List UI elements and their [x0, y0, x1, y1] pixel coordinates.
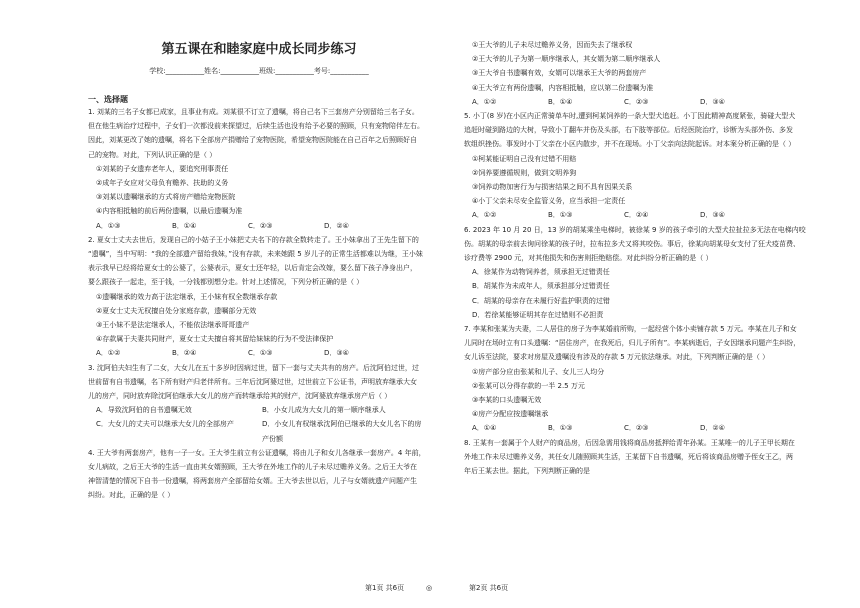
choice-statement: ③李某的口头遗嘱无效: [472, 396, 542, 405]
answer-option: B．①④: [548, 97, 573, 106]
choice-statement: ④小丁父亲未尽安全监管义务，应当承担一定责任: [472, 197, 626, 206]
question-text: 5. 小丁(8 岁)在小区内正常骑单车时,遭到柯某饲养的一条大型犬追赶。小丁因此精神高度紧张，骑碰大型犬: [464, 112, 796, 121]
question-text: 纠纷。对此，正确的是（ ）: [88, 491, 175, 500]
center-mark: ◎: [426, 584, 433, 592]
right-column: [464, 0, 808, 478]
choice-statement: D．若徐某能够证明其存在过错则不必担责: [472, 310, 604, 319]
section-heading: 一、选择题: [88, 95, 128, 104]
answer-option: A．①②: [96, 349, 121, 358]
answer-option: A．①④: [472, 424, 497, 433]
answer-options: [88, 403, 430, 417]
answer-option: D．②④: [700, 424, 725, 433]
choice-statement: ②张某可以分得存款的一半 2.5 万元: [472, 381, 585, 390]
question-text: 神智清楚的情况下自书一份遗嘱，将两套房产全部留给女婿。王大爷去世以后，儿子与女婿就遗产问题产生: [88, 477, 417, 486]
answer-option: C．②③: [248, 221, 273, 230]
answer-option: D．③④: [324, 349, 349, 358]
choice-statement: ③饲养动物加害行为与损害结果之间不具有因果关系: [472, 183, 633, 192]
answer-option: D．②④: [324, 221, 349, 230]
answer-option: C．②③: [624, 97, 649, 106]
answer-option: A．导致沈阿伯的自书遗嘱无效: [96, 406, 192, 415]
choice-statement: ①刘某的子女遗弃老年人，要追究刑事责任: [96, 164, 229, 173]
answer-option: C．②④: [624, 211, 649, 220]
answer-option: D．③④: [700, 97, 725, 106]
answer-option: A．①③: [96, 221, 121, 230]
right-column-body: [464, 38, 808, 478]
answer-option: B．②④: [172, 349, 197, 358]
question-text: 要么跟孩子一起走，至于钱，一分钱都别想分走。针对上述情况，下列分析正确的是（ ）: [88, 278, 364, 287]
choice-statement: ②夏女士丈夫无权擅自处分家庭存款，遗嘱部分无效: [96, 306, 257, 315]
choice-statement: ①遗嘱继承的效力高于法定继承，王小妹有权全数继承存款: [96, 292, 278, 301]
page-number-left: 第1页 共6页: [365, 584, 405, 592]
question-text: “遗嘱”，当中写明：“我的全部遗产留给我妹，”没有存款，未来她跟 5 岁儿子的正常生活都难以为继，王小妹: [88, 250, 423, 259]
question-text: 表示我早已经将给夏女士的公婆了，公婆表示，夏女士还年轻，以后肯定会改嫁，要么留下孩子净身出户，: [88, 264, 417, 273]
question-text: 儿同时在场时立有口头遗嘱：“居住房产，在我死后，归儿子所有”。李某病逝后，子女因继承问题产生纠纷，: [464, 339, 801, 348]
choice-statement: ①王大爷的儿子未尽过赡养义务，因而失去了继承权: [472, 41, 633, 49]
question-text: 女儿病故，之后王大爷的生活一直由其女婿照顾，王大爷在外地工作的儿子未尽过赡养义务。之后王大爷在: [88, 463, 417, 472]
answer-options: [88, 417, 430, 445]
answer-option: C．大女儿的丈夫可以继承大女儿的全部房产: [96, 420, 234, 429]
question-text: 4. 王大爷有两套房产，他有一子一女。王大爷生前立有公证遗嘱，将由儿子和女儿各继承一套房产。4 年前，: [88, 448, 426, 457]
question-text: 7. 李某和张某为夫妻，二人居住的房子为李某婚前所购，一起经营个体小卖铺存款 5 万元。李某在儿子和女: [464, 325, 797, 334]
choice-statement: ③王大爷自书遗嘱有效，女婿可以继承王大爷的两套房产: [472, 69, 647, 78]
answer-options: [88, 346, 430, 360]
question-text: 1. 刘某的三名子女都已成家，且事业有成。刘某很不订立了遗嘱，将自己名下三套房产分别留给三名子女。: [88, 108, 419, 116]
answer-option: B．①③: [548, 424, 573, 433]
question-text: 世前留有自书遗嘱，名下所有财产归老伴所有。三年后沈阿婆过世，过世前立下公证书，声明放弃继承大女: [88, 377, 417, 386]
choice-statement: ④王大爷立有两份遗嘱，内容相抵触，应以第二份遗嘱为准: [472, 83, 654, 92]
answer-options: [464, 421, 808, 435]
question-text: 追赶时碰到路边的大树，导致小丁翻车并伤及头部，右下肢等部位。后经医院治疗，诊断为头部外伤、多发: [464, 126, 793, 135]
answer-options: [464, 208, 808, 222]
choice-statement: ④内容相抵触的前后两份遗嘱，以最后遗嘱为准: [96, 207, 243, 216]
answer-option: D．小女儿有权继承沈阿伯已继承的大女儿名下的房产份额: [262, 420, 422, 443]
question-text: 因此，刘某更改了她的遗嘱，将名下全部房产捐赠给了宠物医院，希望宠物医院能在自己百年之后照顾好自: [88, 136, 417, 145]
answer-option: C．②③: [624, 424, 649, 433]
question-text: 己的宠物。对此，下列认识正确的是（ ）: [88, 150, 217, 159]
question-text: 3. 沈阿伯夫妇生有了二女，大女儿在五十多岁时因病过世，留下一套与丈夫共有的房产。后沈阿伯过世，过: [88, 363, 419, 372]
answer-option: B．①④: [172, 221, 197, 230]
choice-statement: C．胡某的母亲存在未履行好监护职责的过错: [472, 296, 610, 305]
question-text: 伤。胡某的母亲前去询问徐某的孩子时，拉布拉多犬又将其咬伤。事后，徐某向胡某母女支付了狂犬疫苗费、: [464, 239, 800, 248]
choice-statement: ③王小妹不是法定继承人，不能依法继承哥哥遗产: [96, 321, 250, 330]
question-text: 外地工作未尽过赡养义务，其任女儿随照顾其生活，王某留下自书遗嘱，死后将该商品房赠予侄女王乙，两: [464, 452, 793, 461]
answer-options: [464, 95, 808, 109]
answer-option: A．①②: [472, 97, 497, 106]
choice-statement: B．胡某作为未成年人，须承担部分过错责任: [472, 282, 610, 291]
question-text: 儿的房产，同时放弃除沈阿伯继承大女儿的房产而转继承给其的财产，沈阿婆放弃继承房产后（ ）: [88, 392, 392, 401]
question-text: 诊疗费等 2900 元，对其他损失和伤害则拒绝赔偿。对此纠纷分析正确的是（ ）: [464, 254, 713, 263]
question-text: 软组织挫伤。事发时小丁父亲在小区内散步，并不在现场。小丁父亲向法院起诉。对本案分析正确的是（ ）: [464, 140, 796, 149]
choice-statement: ①房产部分应由张某和儿子、女儿三人均分: [472, 367, 605, 376]
page-title: 第五课在和睦家庭中成长同步练习: [161, 42, 357, 57]
left-column-body: [88, 105, 430, 503]
answer-option: B．小女儿成为大女儿的第一顺序继承人: [262, 406, 386, 415]
page-number-right: 第2页 共6页: [469, 584, 509, 592]
question-text: 女儿诉至法院，要求对房屋及遗嘱没有涉及的存款 5 万元依法继承。对此，下列判断正确的是（ ）: [464, 353, 770, 362]
choice-statement: ④存款属于夫妻共同财产，夏女士丈夫擅自将其留给妹妹的行为不受法律保护: [96, 335, 334, 344]
answer-option: B．①③: [548, 211, 573, 220]
choice-statement: ①柯某能证明自己没有过错不用赔: [472, 154, 577, 163]
answer-options: [88, 219, 430, 233]
choice-statement: ②成年子女应对父母负有赡养、扶助的义务: [96, 179, 229, 188]
choice-statement: ③刘某以遗嘱继承的方式将房产赠给宠物医院: [96, 193, 236, 202]
answer-option: A．①②: [472, 211, 497, 220]
question-text: 8. 王某有一套属于个人财产的商品房，后因急需用钱将商品房抵押给青年孙某。王某唯一的儿子王甲长期在: [464, 438, 795, 447]
student-info-line: 学校:___________姓名:___________班级:___________考号:___________: [149, 67, 369, 75]
answer-option: D．③④: [700, 211, 725, 220]
question-text: 年后王某去世。据此，下列判断正确的是: [464, 467, 590, 476]
choice-statement: ②饲养要遵循规则，做到文明养狗: [472, 168, 577, 177]
answer-option: C．①③: [248, 349, 273, 358]
question-text: 2. 夏女士丈夫去世后，发现自己的小姑子王小妹把丈夫名下的存款全数转走了。王小妹拿出了王先生留下的: [88, 235, 419, 244]
choice-statement: ②王大爷的儿子为第一顺序继承人，其女婿为第二顺序继承人: [472, 55, 661, 64]
question-text: 6. 2023 年 10 月 20 日，13 岁的胡某乘坐电梯时，被徐某 9 岁的孩子牵引的大型犬拉扯拉多无法在电梯内咬: [464, 225, 806, 234]
left-column: [88, 0, 430, 503]
choice-statement: A．徐某作为动物饲养者，须承担无过错责任: [472, 268, 610, 277]
question-text: 但在他生病治疗过程中，子女们一次都没前来探望过，后续生活也没有给予必要的照顾，只有宠物陪伴左右。: [88, 122, 424, 131]
choice-statement: ④房产分配应按遗嘱继承: [472, 410, 549, 419]
